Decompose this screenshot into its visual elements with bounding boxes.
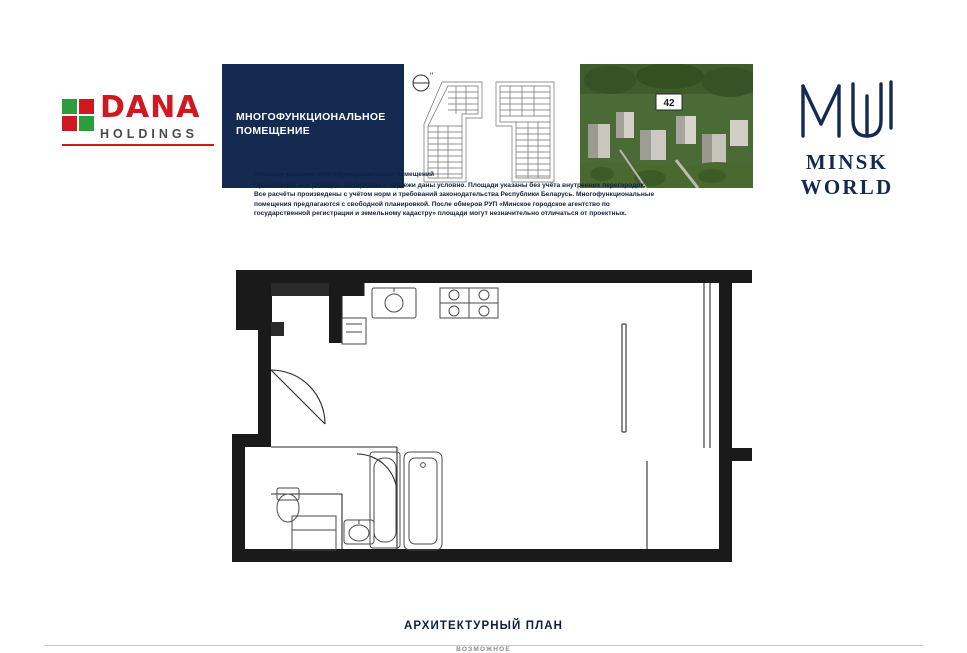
dana-holdings-logo xyxy=(62,92,212,148)
aerial-unit-marker: 42 xyxy=(663,98,675,109)
notes-line-1: Примечание: все размеры, материалы и чертежи даны условно. Площади указаны без учёта внутренних перегородок. xyxy=(254,182,646,190)
title-line-1: МНОГОФУНКЦИОНАЛЬНОЕ xyxy=(236,111,386,123)
notes-title: Эскизное решение многофункциональных помещений xyxy=(254,171,435,178)
dana-subtitle: HOLDINGS xyxy=(100,127,198,141)
notes-line-4: государственной регистрации и земельному кадастру» площади могут незначительно отличаться от проектных. xyxy=(254,209,627,217)
dana-wordmark: DANA xyxy=(100,90,201,125)
dana-underline xyxy=(62,144,214,146)
minsk-world-mark-icon xyxy=(795,76,899,142)
notes-line-3: помещения предлагаются с свободной планировкой. После обмеров РУП «Минское городское агентство по xyxy=(254,200,610,208)
plan-fixtures xyxy=(277,288,498,550)
title-line-2: ПОМЕЩЕНИЕ xyxy=(236,125,311,137)
floor-plan-drawing xyxy=(222,262,762,582)
minsk-world-logo xyxy=(772,76,922,199)
plan-walls xyxy=(232,270,752,562)
notes-block xyxy=(254,170,734,218)
plan-caption: АРХИТЕКТУРНЫЙ ПЛАН xyxy=(403,620,564,632)
floor-plan xyxy=(222,262,762,582)
dana-squares-icon xyxy=(62,99,96,133)
compass-north-icon xyxy=(410,70,436,96)
footer-subtitle: ВОЗМОЖНОЕ xyxy=(456,646,511,653)
minsk-world-name: MINSK WORLD xyxy=(800,150,894,199)
svg-text:": " xyxy=(430,71,434,81)
plan-wall-blocks xyxy=(271,283,329,336)
title-block-text xyxy=(236,110,396,138)
notes-line-2: Все расчёты произведены с учётом норм и требований законодательства Республики Беларусь. Многофункциональные xyxy=(254,191,655,199)
